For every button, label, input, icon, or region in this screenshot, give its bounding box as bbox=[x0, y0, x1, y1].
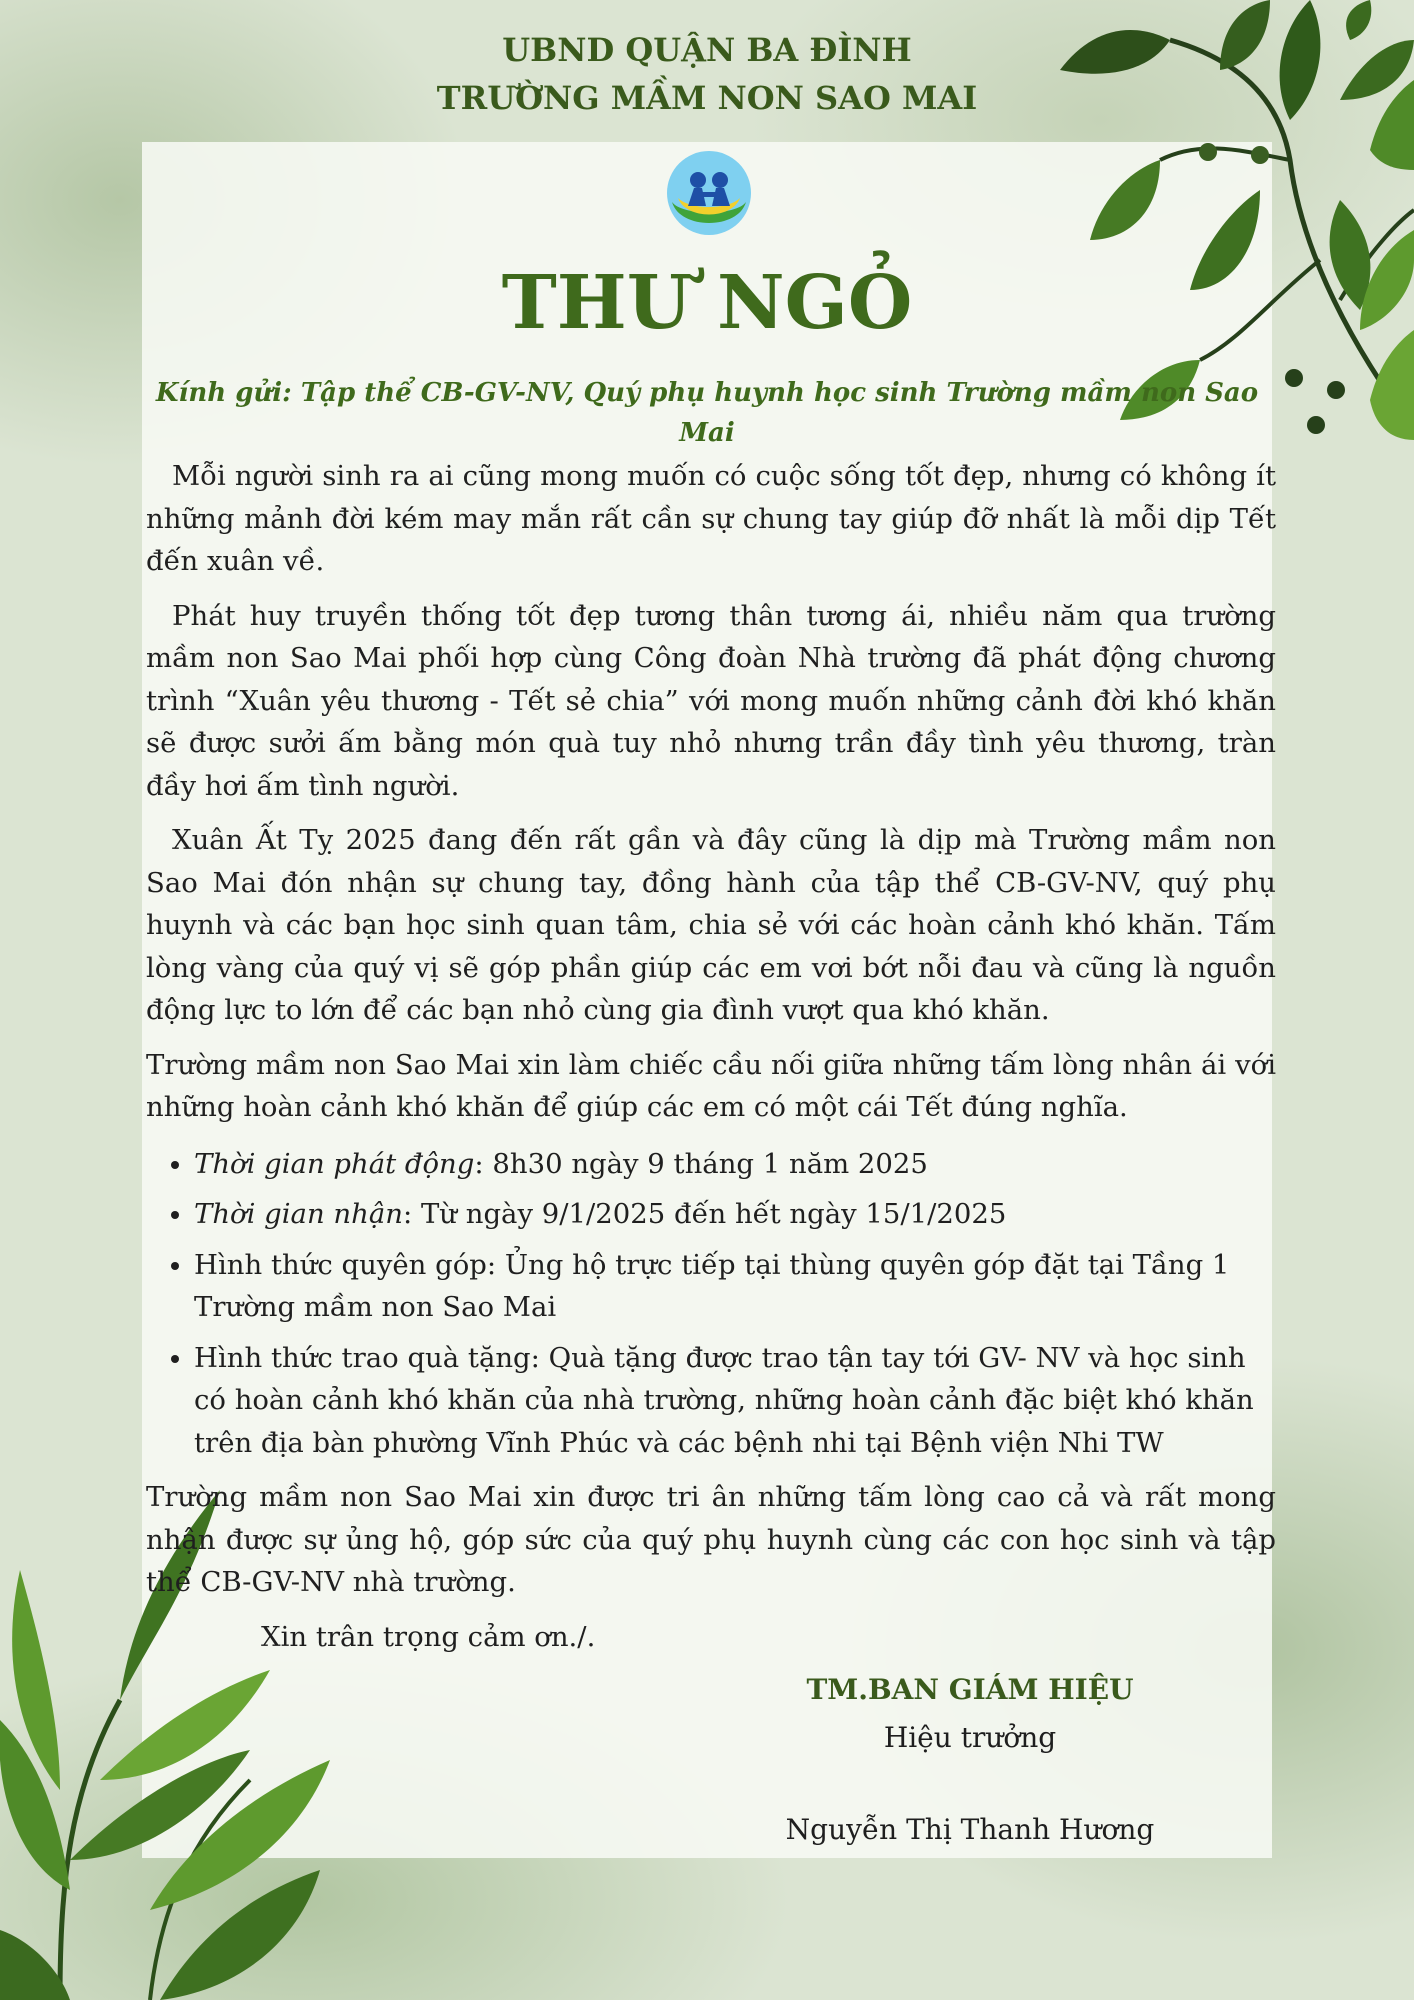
salutation: Kính gửi: Tập thể CB-GV-NV, Quý phụ huynh học sinh Trường mầm non Sao Mai bbox=[155, 378, 1259, 448]
detail-label: Thời gian nhận bbox=[194, 1198, 403, 1230]
district-name: UBND QUẬN BA ĐÌNH bbox=[502, 31, 912, 69]
thanks-line: Xin trân trọng cảm ơn./. bbox=[261, 1620, 596, 1653]
list-item bbox=[194, 1244, 1276, 1329]
paragraph-2: Phát huy truyền thống tốt đẹp tương thân tương ái, nhiều năm qua trường mầm non Sao Mai phối hợp cùng Công đoàn Nhà trường đã phát động chương trình “Xuân yêu thương - Tết sẻ chia” với mong muốn những cảnh đời khó khăn sẽ được sưởi ấm bằng món quà tuy nhỏ nhưng trần đầy tình yêu thương, tràn đầy hơi ấm tình người. bbox=[146, 599, 1276, 802]
detail-label: Thời gian phát động bbox=[194, 1147, 475, 1180]
signature-role: TM.BAN GIÁM HIỆU bbox=[806, 1673, 1134, 1706]
detail-text: Hình thức trao quà tặng: Quà tặng được trao tận tay tới GV- NV và học sinh có hoàn cảnh khó khăn của nhà trường, những hoàn cảnh đặc biệt khó khăn trên địa bàn phường Vĩnh Phúc và các bệnh nhi tại Bệnh viện Nhi TW bbox=[194, 1341, 1254, 1459]
signature-title: Hiệu trưởng bbox=[883, 1721, 1057, 1754]
closing-paragraph: Trường mầm non Sao Mai xin được tri ân những tấm lòng cao cả và rất mong nhận được sự ủng hộ, góp sức của quý phụ huynh cùng các con học sinh và tập thể CB-GV-NV nhà trường. bbox=[146, 1481, 1276, 1598]
detail-text: Hình thức quyên góp: Ủng hộ trực tiếp tại thùng quyên góp đặt tại Tầng 1 Trường mầm non Sao Mai bbox=[194, 1248, 1230, 1323]
paragraph-4: Trường mầm non Sao Mai xin làm chiếc cầu nối giữa những tấm lòng nhân ái với những hoàn cảnh khó khăn để giúp các em có một cái Tết đúng nghĩa. bbox=[146, 1048, 1276, 1123]
letter-body bbox=[146, 455, 1276, 1670]
school-name: TRƯỜNG MẦM NON SAO MAI bbox=[436, 79, 978, 117]
detail-text: : Từ ngày 9/1/2025 đến hết ngày 15/1/2025 bbox=[402, 1198, 1007, 1230]
list-item bbox=[194, 1193, 1276, 1236]
header bbox=[0, 26, 1414, 122]
signature-name: Nguyễn Thị Thanh Hương bbox=[785, 1813, 1155, 1846]
letter-title: THƯ NGỎ bbox=[501, 260, 913, 346]
list-item bbox=[194, 1143, 1276, 1186]
details-list bbox=[146, 1143, 1276, 1465]
signature-block bbox=[720, 1665, 1220, 1853]
paragraph-1: Mỗi người sinh ra ai cũng mong muốn có cuộc sống tốt đẹp, nhưng có không ít những mảnh đời kém may mắn rất cần sự chung tay giúp đỡ nhất là mỗi dịp Tết đến xuân về. bbox=[146, 460, 1276, 577]
detail-text: : 8h30 ngày 9 tháng 1 năm 2025 bbox=[474, 1147, 928, 1180]
paragraph-3: Xuân Ất Tỵ 2025 đang đến rất gần và đây cũng là dịp mà Trường mầm non Sao Mai đón nhận sự chung tay, đồng hành của tập thể CB-GV-NV, quý phụ huynh và các bạn học sinh quan tâm, chia sẻ với các hoàn cảnh khó khăn. Tấm lòng vàng của quý vị sẽ góp phần giúp các em vơi bớt nỗi đau và cũng là nguồn động lực to lớn để các bạn nhỏ cùng gia đình vượt qua khó khăn. bbox=[146, 824, 1276, 1026]
list-item bbox=[194, 1337, 1276, 1465]
school-logo-icon bbox=[666, 150, 752, 236]
